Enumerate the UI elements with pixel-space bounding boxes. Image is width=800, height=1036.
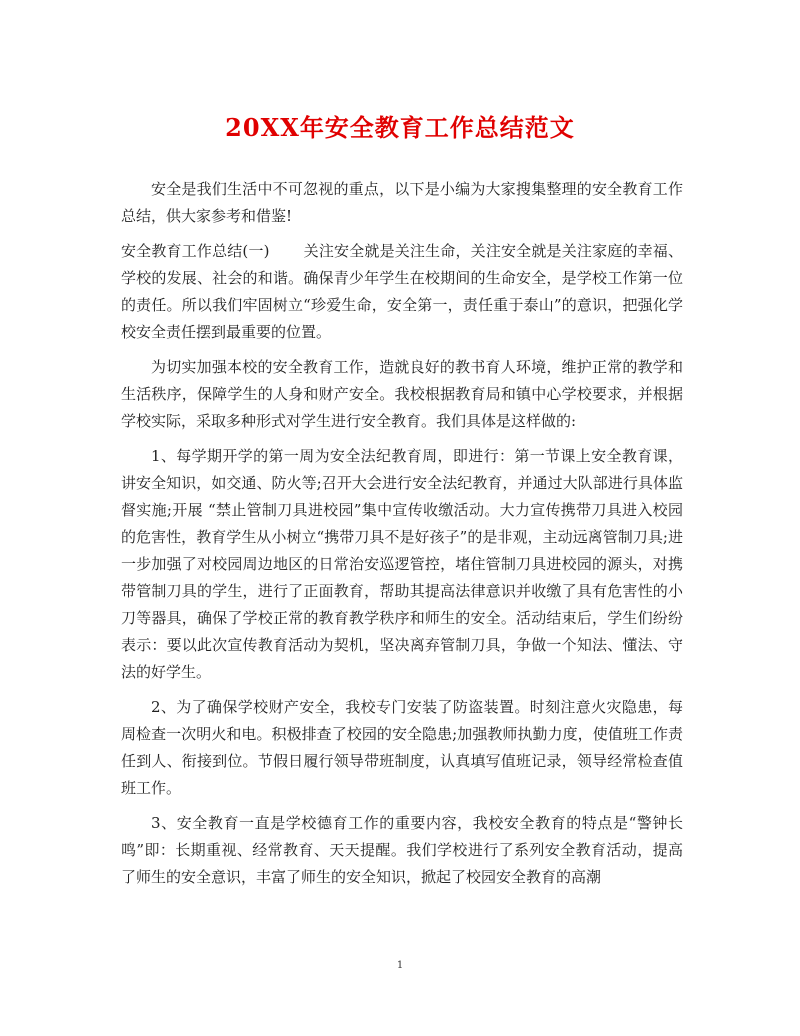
body-paragraph: 3、安全教育一直是学校德育工作的重要内容，我校安全教育的特点是“警钟长鸣”即：长期重视、经常教育、天天提醒。我们学校进行了系列安全教育活动，提高了师生的安全意识，丰富了师生的安全知识，掀起了校园安全教育的高潮 xyxy=(121,814,683,886)
section-heading: 安全教育工作总结(一) xyxy=(121,242,270,260)
section-paragraph xyxy=(121,238,683,346)
body-paragraph: 2、为了确保学校财产安全，我校专门安装了防盗装置。时刻注意火灾隐患，每周检查一次明火和电。积极排查了校园的安全隐患;加强教师执勤力度，使值班工作责任到人、衔接到位。节假日履行领导带班制度，认真填写值班记录，领导经常检查值班工作。 xyxy=(121,698,683,797)
document-title: 20XX年安全教育工作总结范文 xyxy=(225,113,575,142)
section-lead-text: 关注安全就是关注生命，关注安全就是关注家庭的幸福、学校的发展、社会的和谐。确保青少年学生在校期间的生命安全，是学校工作第一位的责任。所以我们牢固树立“珍爱生命，安全第一，责任重于泰山”的意识，把强化学校安全责任摆到最重要的位置。 xyxy=(121,242,683,341)
intro-paragraph: 安全是我们生活中不可忽视的重点，以下是小编为大家搜集整理的安全教育工作总结，供大家参考和借鉴! xyxy=(121,180,683,225)
body-paragraph: 为切实加强本校的安全教育工作，造就良好的教书育人环境，维护正常的教学和生活秩序，保障学生的人身和财产安全。我校根据教育局和镇中心学校要求，并根据学校实际，采取多种形式对学生进行安全教育。我们具体是这样做的: xyxy=(121,358,683,430)
page-number: 1 xyxy=(396,960,404,971)
body-paragraph: 1、每学期开学的第一周为安全法纪教育周，即进行：第一节课上安全教育课，讲安全知识，如交通、防火等;召开大会进行安全法纪教育，并通过大队部进行具体监督实施;开展 “禁止管制刀具进校园”集中宣传收缴活动。大力宣传携带刀具进入校园的危害性，教育学生从小树立“携带刀具不是好孩子”的是非观，主动远离管制刀具;进一步加强了对校园周边地区的日常治安巡逻管控，堵住管制刀具进校园的源头，对携带管制刀具的学生，进行了正面教育，帮助其提高法律意识并收缴了具有危害性的小刀等器具，确保了学校正常的教育教学秩序和师生的安全。活动结束后，学生们纷纷表示：要以此次宣传教育活动为契机，坚决离弃管制刀具，争做一个知法、懂法、守法的好学生。 xyxy=(121,447,683,681)
document-body xyxy=(121,176,683,891)
